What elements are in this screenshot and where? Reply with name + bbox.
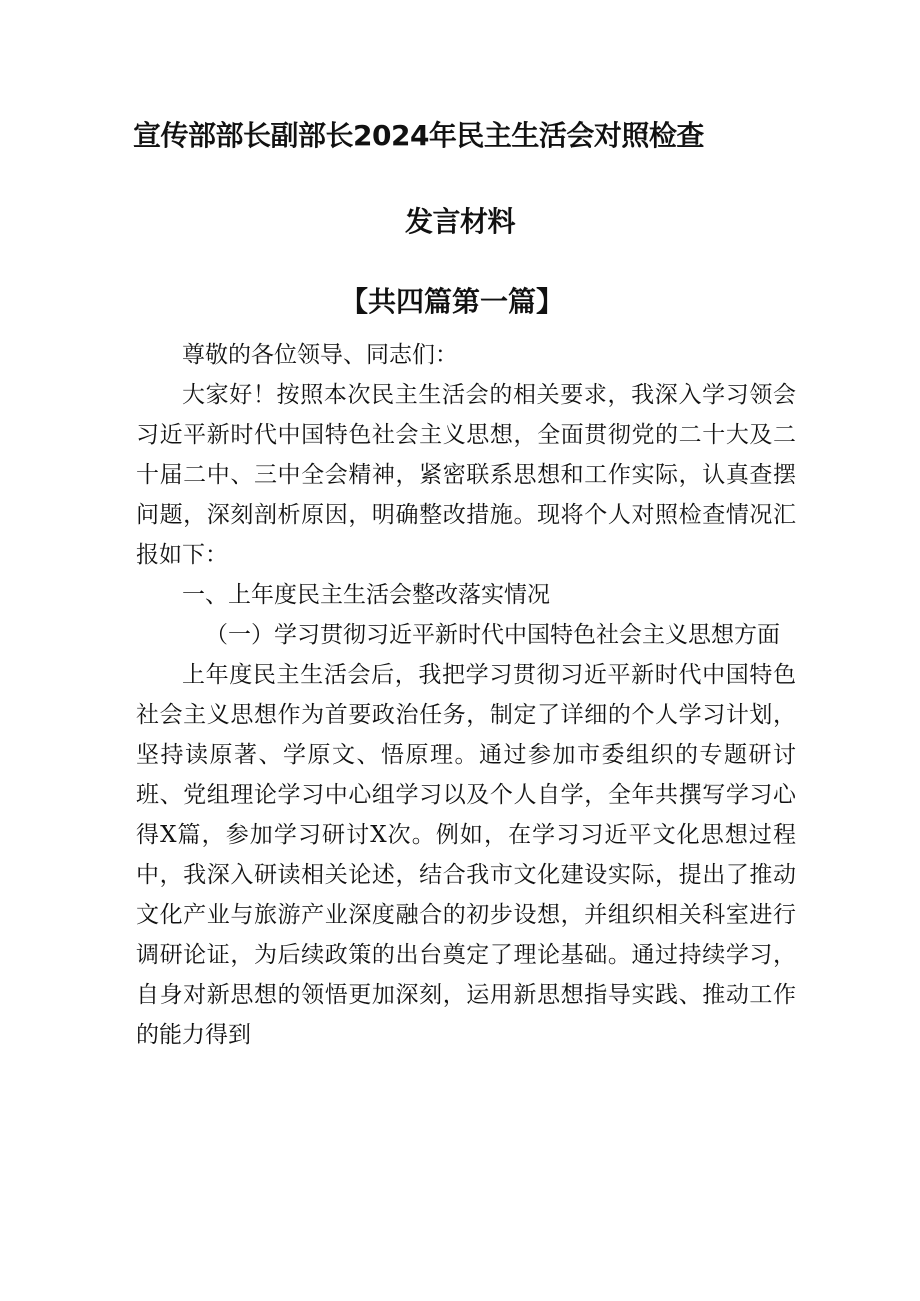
document-title-line-1: 宣传部部长副部长2024年民主生活会对照检查: [133, 119, 704, 152]
document-subtitle: 【共四篇第一篇】: [340, 285, 565, 318]
subsection-heading-1: （一）学习贯彻习近平新时代中国特色社会主义思想方面: [205, 622, 780, 648]
intro-paragraph: 大家好！按照本次民主生活会的相关要求，我深入学习领会习近平新时代中国特色社会主义思想，全面贯彻党的二十大及二十届二中、三中全会精神，紧密联系思想和工作实际，认真查摆问题，深刻剖析原因，明确整改措施。现将个人对照检查情况汇报如下：: [136, 382, 796, 568]
section-heading-1: 一、上年度民主生活会整改落实情况: [182, 582, 550, 608]
body-paragraph-1: 上年度民主生活会后，我把学习贯彻习近平新时代中国特色社会主义思想作为首要政治任务，制定了详细的个人学习计划，坚持读原著、学原文、悟原理。通过参加市委组织的专题研讨班、党组理论学习中心组学习以及个人自学，全年共撰写学习心得X篇，参加学习研讨X次。例如，在学习习近平文化思想过程中，我深入研读相关论述，结合我市文化建设实际，提出了推动文化产业与旅游产业深度融合的初步设想，并组织相关科室进行调研论证，为后续政策的出台奠定了理论基础。通过持续学习，自身对新思想的领悟更加深刻，运用新思想指导实践、推动工作的能力得到: [136, 662, 796, 1048]
salutation: 尊敬的各位领导、同志们：: [182, 342, 458, 368]
document-body: [136, 335, 796, 1055]
document-title-line-2: 发言材料: [405, 205, 516, 238]
